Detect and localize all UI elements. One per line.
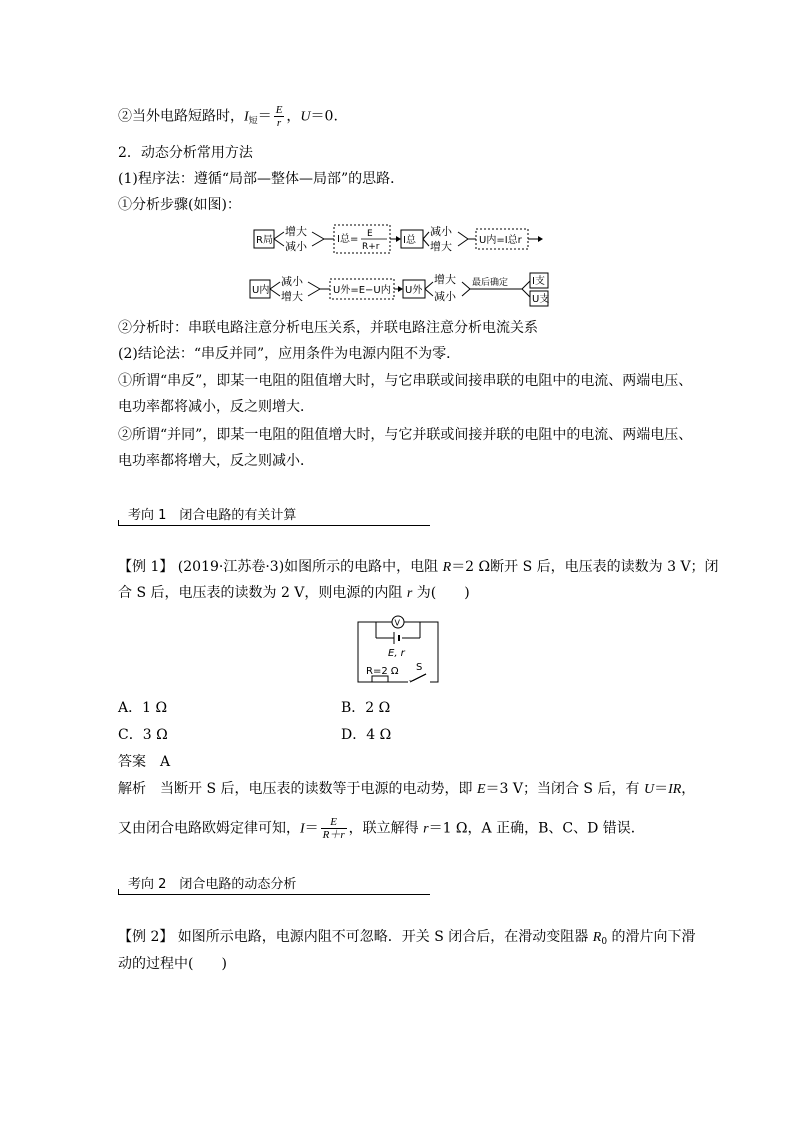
flow-diagram [240, 220, 560, 312]
i-increase: 增大 [430, 240, 452, 253]
box-u-branch: U支 [532, 294, 550, 305]
option-c[interactable]: C．3 Ω [118, 727, 168, 743]
i-total-den: R+r [362, 242, 380, 252]
i-total-num: E [367, 229, 373, 239]
uin-increase: 增大 [281, 290, 303, 303]
option-d[interactable]: D．4 Ω [341, 727, 392, 743]
final-determine: 最后确定 [472, 278, 509, 288]
r-increase: 增大 [285, 225, 307, 238]
example-1-line2: 合 S 后，电压表的读数为 2 V，则电源的内阻 r 为( ) [118, 585, 470, 601]
parallel-same: ②所谓“并同”，即某一电阻的阻值增大时，与它并联或间接并联的电阻中的电流、两端电压、 [118, 427, 693, 443]
option-a[interactable]: A．1 Ω [118, 700, 168, 716]
box-r-local: R局 [256, 235, 273, 246]
section-header-2 [118, 873, 430, 895]
solution-line1: 解析 当断开 S 后，电压表的读数等于电源的电动势，即 E＝3 V；当闭合 S 后，有 U＝IR， [118, 781, 696, 797]
solution-line2: 又由闭合电路欧姆定律可知，I＝ $\frac{E}{R+r}$ ，联立解得 r＝1 Ω，A 正确，B、C、D 错误． [118, 816, 645, 841]
i-total-formula: I总= [337, 234, 359, 245]
series-inverse: ①所谓“串反”，即某一电阻的阻值增大时，与它串联或间接串联的电阻中的电流、两端电压、 [118, 373, 693, 389]
uout-increase: 增大 [434, 273, 456, 286]
uin-decrease: 减小 [281, 275, 303, 288]
answer: 答案 A [118, 754, 171, 770]
section-header-1 [118, 504, 430, 526]
fraction-ohm-law: $\frac{E}{R+r}$ [322, 816, 345, 841]
voltmeter-label: V [394, 618, 400, 628]
option-b[interactable]: B．2 Ω [341, 700, 391, 716]
box-u-in: U内 [252, 285, 270, 296]
example-2-line2: 动的过程中( ) [118, 956, 227, 972]
circuit-diagram [350, 610, 450, 690]
example-1-line1: 【例 1】 (2019·江苏卷·3)如图所示的电路中，电阻 R＝2 Ω断开 S 后，电压表的读数为 3 V；闭 [118, 559, 719, 575]
section-title-1: 考向 1 闭合电路的有关计算 [128, 508, 297, 523]
box-i-total: I总 [403, 235, 416, 246]
i-decrease: 减小 [430, 225, 452, 238]
battery-label: E, r [388, 648, 405, 659]
u-out-formula: U外=E−U内 [333, 285, 391, 296]
switch-label: S [416, 662, 423, 673]
analysis-note: ②分析时：串联电路注意分析电压关系，并联电路注意分析电流关系 [118, 320, 538, 336]
u-inner-formula: U内=I总r [479, 235, 522, 246]
r-decrease: 减小 [285, 240, 307, 253]
analysis-steps: ①分析步骤(如图)： [118, 197, 241, 213]
box-u-out: U外 [405, 285, 423, 296]
fraction-e-over-r: $\frac{E}{r}$ [275, 104, 283, 129]
heading-methods: 2．动态分析常用方法 [118, 145, 253, 161]
section-title-2: 考向 2 闭合电路的动态分析 [128, 877, 297, 892]
conclusion-method: (2)结论法：“串反并同”，应用条件为电源内阻不为零． [118, 346, 461, 362]
example-2-line1: 【例 2】 如图所示电路，电源内阻不可忽略．开关 S 闭合后，在滑动变阻器 $R_0$ 的滑片向下滑 [118, 929, 696, 947]
program-method: (1)程序法：遵循“局部—整体—局部”的思路． [118, 171, 405, 187]
uout-decrease: 减小 [434, 290, 456, 303]
parallel-same-cont: 电功率都将增大，反之则减小． [118, 453, 314, 469]
box-i-branch: I支 [532, 276, 545, 287]
series-inverse-cont: 电功率都将减小，反之则增大． [118, 399, 314, 415]
resistor-label: R=2 Ω [366, 666, 399, 677]
short-circuit-line: ②当外电路短路时，$I_短=$ $\frac{E}{r}$ ，U＝0. [118, 104, 338, 129]
